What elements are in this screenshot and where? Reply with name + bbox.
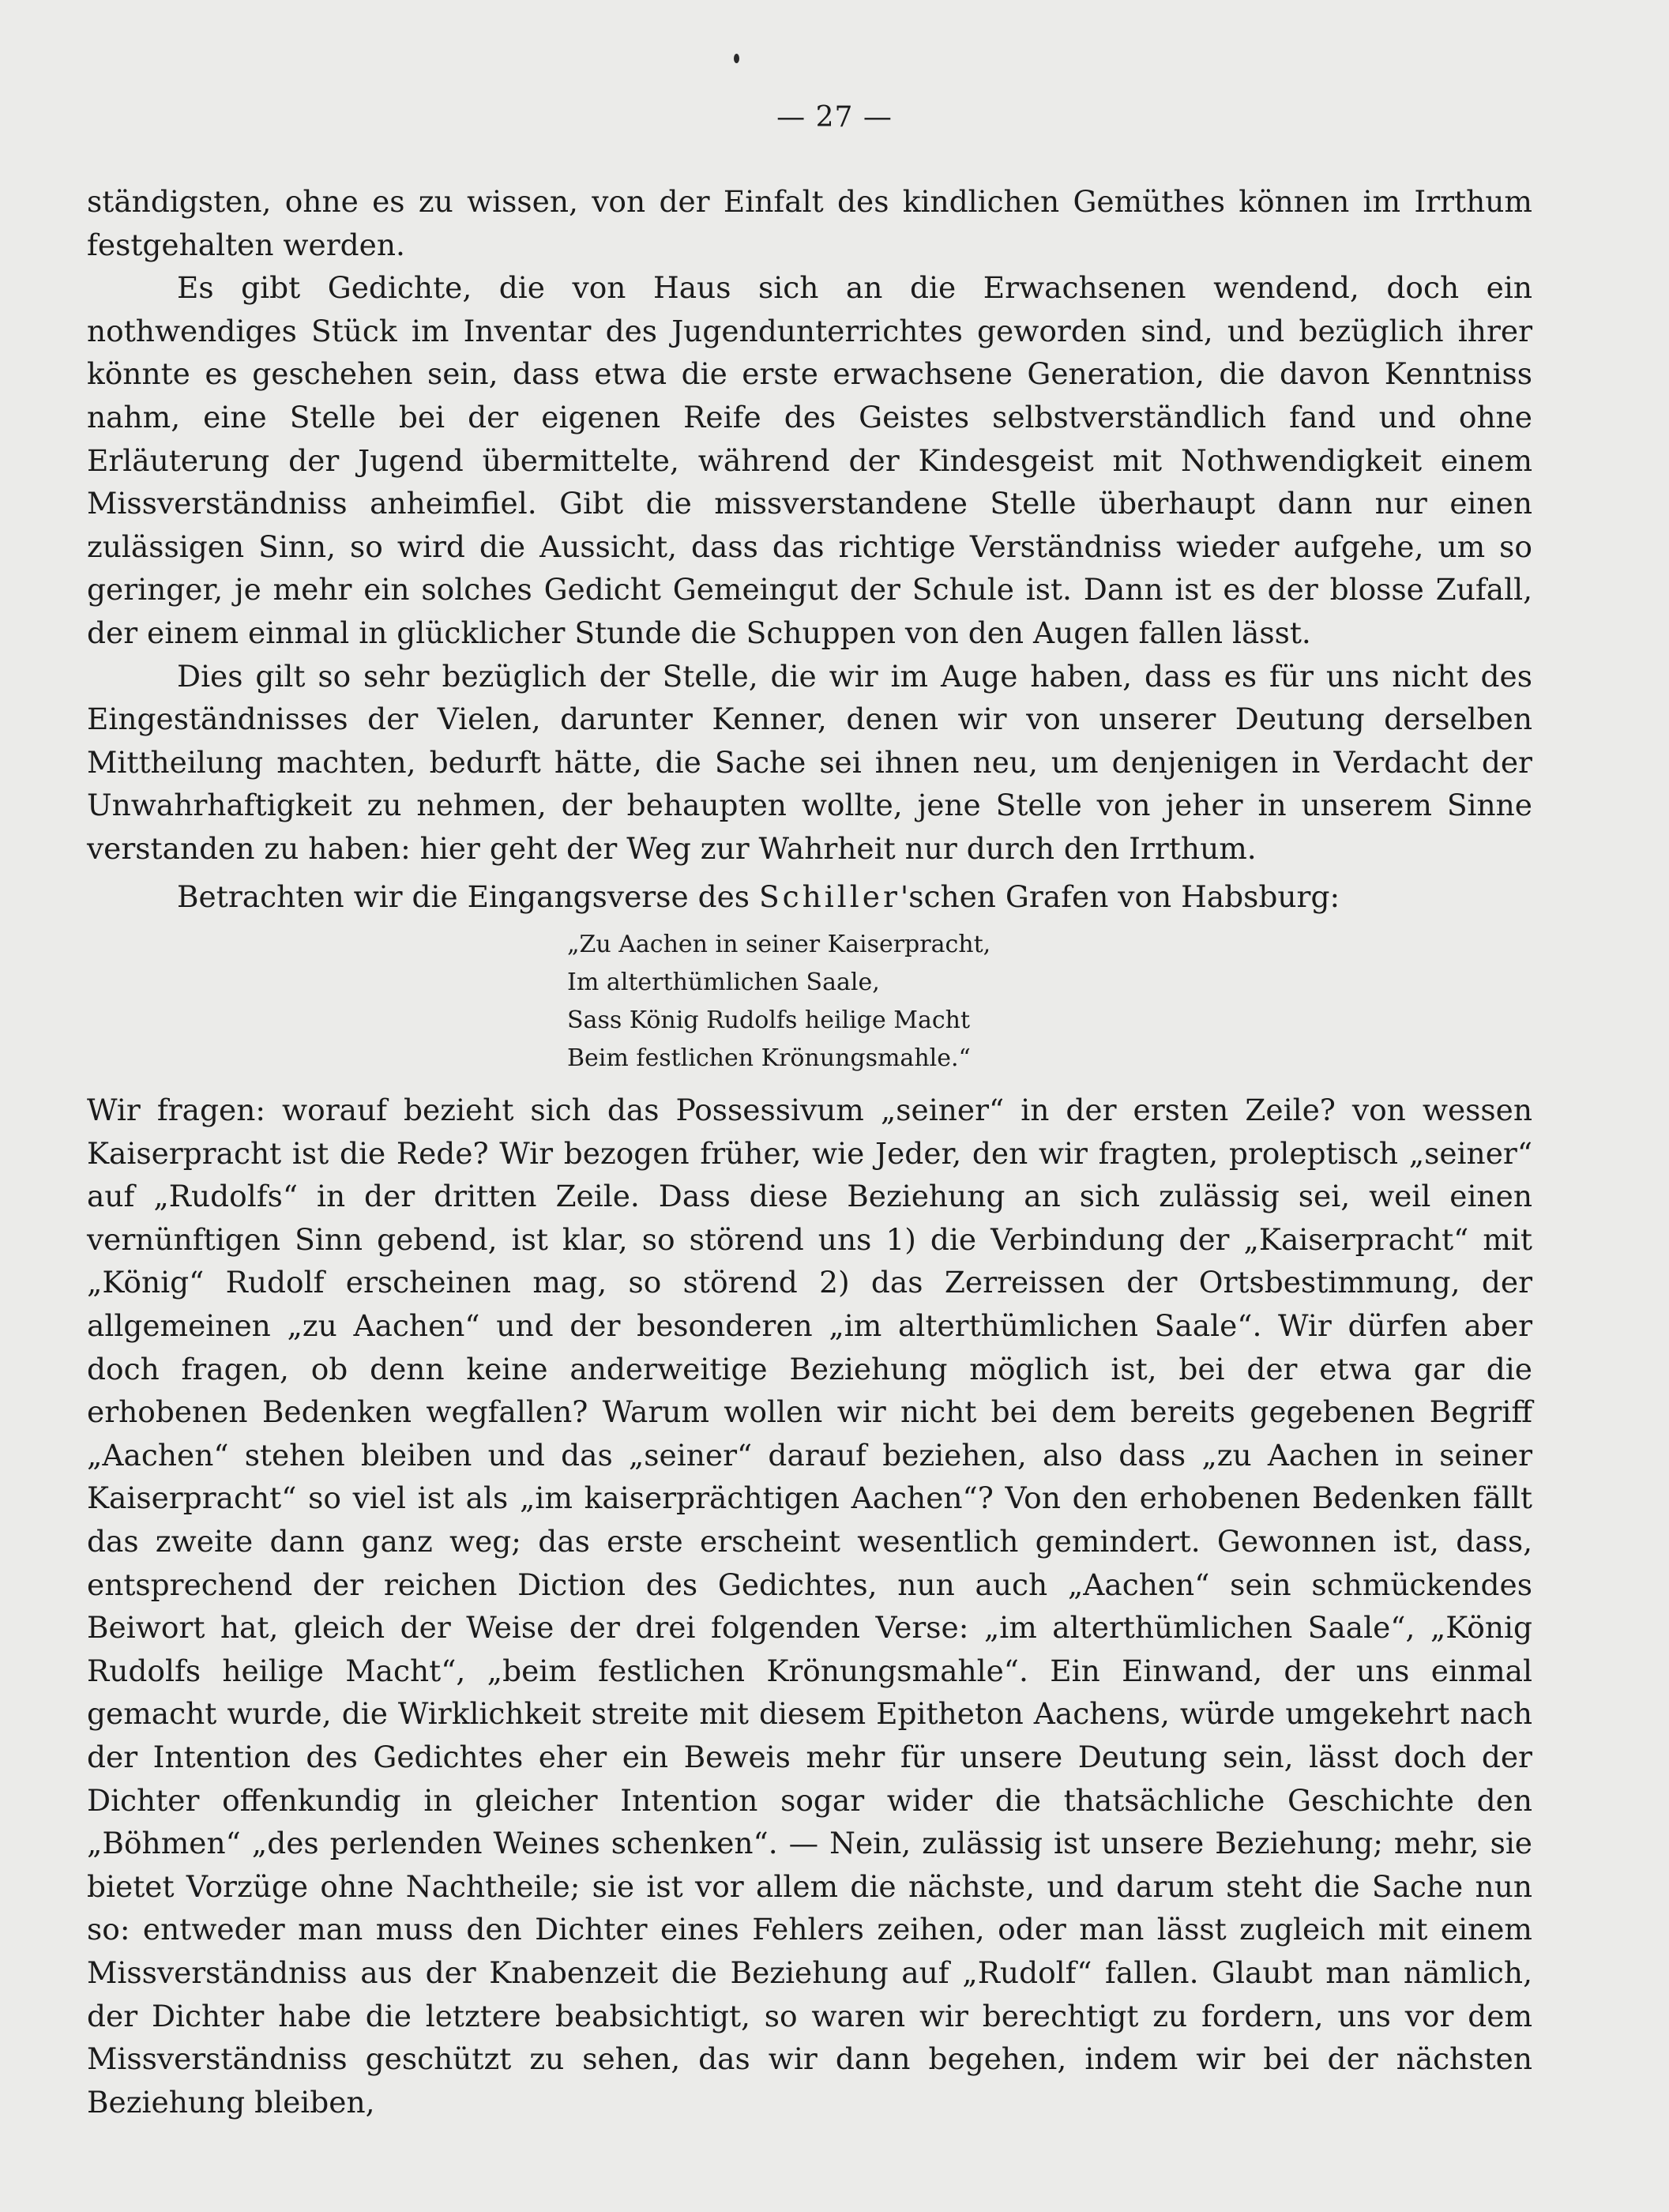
poem-line: Im alterthümlichen Saale, [567,969,880,997]
poem-line: „Zu Aachen in seiner Kaiserpracht, [567,931,991,959]
body-text [87,180,1532,2124]
ink-speck [734,54,739,63]
author-name-schiller: Schiller [758,878,900,914]
poem-line: Beim festlichen Krönungsmahle.“ [567,1044,971,1073]
paragraph-eingangsverse-after: 'schen Grafen von Habsburg: [900,878,1340,914]
paragraph-stelle: Dies gilt so sehr bezüglich der Stelle, die wir im Auge haben, dass es für uns nicht des Eingeständnisses der Vielen, darunter Kenner, denen wir von unserer Deutung derselben Mittheilung machten, bedurft hätte, die Sache sei ihnen neu, um denjenigen in Verdacht der Unwahrhaftigkeit zu nehmen, der behaupten wollte, jene Stelle von jeher in unserem Sinne verstanden zu haben: hier geht der Weg zur Wahrheit nur durch den Irrthum. [87,658,1532,866]
paragraph-continuation: ständigsten, ohne es zu wissen, von der Einfalt des kindlichen Gemüthes können im Irrthum festgehalten werden. [87,184,1532,262]
paragraph-eingangsverse-before: Betrachten wir die Eingangsverse des [177,878,759,914]
poem-quote [567,926,1532,1078]
paragraph-fragen: Wir fragen: worauf bezieht sich das Possessivum „seiner“ in der ersten Zeile? von wessen Kaiserpracht ist die Rede? Wir bezogen früher, wie Jeder, den wir fragten, proleptisch „seiner“ auf „Rudolfs“ in der dritten Zeile. Dass diese Beziehung an sich zulässig sei, weil einen vernünftigen Sinn gebend, ist klar, so störend uns 1) die Verbindung der „Kaiserpracht“ mit „König“ Rudolf erscheinen mag, so störend 2) das Zerreissen der Ortsbestimmung, der allgemeinen „zu Aachen“ und der besonderen „im alterthümlichen Saale“. Wir dürfen aber doch fragen, ob denn keine anderweitige Beziehung möglich ist, bei der etwa gar die erhobenen Bedenken wegfallen? Warum wollen wir nicht bei dem bereits gegebenen Begriff „Aachen“ stehen bleiben und das „seiner“ darauf beziehen, also dass „zu Aachen in seiner Kaiserpracht“ so viel ist als „im kaiserprächtigen Aachen“? Von den erhobenen Bedenken fällt das zweite dann ganz weg; das erste erscheint wesentlich gemindert. Gewonnen ist, dass, entsprechend der reichen Diction des Gedichtes, nun auch „Aachen“ sein schmückendes Beiwort hat, gleich der Weise der drei folgenden Verse: „im alterthümlichen Saale“, „König Rudolfs heilige Macht“, „beim festlichen Krönungsmahle“. Ein Einwand, der uns einmal gemacht wurde, die Wirklichkeit streite mit diesem Epitheton Aachens, würde umgekehrt nach der Intention des Gedichtes eher ein Beweis mehr für unsere Deutung sein, lässt doch der Dichter offenkundig in gleicher Intention sogar wider die thatsächliche Geschichte den „Böhmen“ „des perlenden Weines schenken“. — Nein, zulässig ist unsere Beziehung; mehr, sie bietet Vorzüge ohne Nachtheile; sie ist vor allem die nächste, und darum steht die Sache nun so: entweder man muss den Dichter eines Fehlers zeihen, oder man lässt zugleich mit einem Missverständniss aus der Knabenzeit die Beziehung auf „Rudolf“ fallen. Glaubt man nämlich, der Dichter habe die letztere beabsichtigt, so waren wir berechtigt zu fordern, uns vor dem Missverständniss geschützt zu sehen, das wir dann begehen, indem wir bei der nächsten Beziehung bleiben, [87,1093,1532,2120]
page-number: — 27 — [776,101,893,134]
poem-line: Sass König Rudolfs heilige Macht [567,1006,971,1035]
paragraph-eingangsverse [87,875,1532,919]
paragraph-gedichte: Es gibt Gedichte, die von Haus sich an die Erwachsenen wendend, doch ein nothwendiges Stück im Inventar des Jugendunterrichtes geworden sind, und bezüglich ihrer könnte es geschehen sein, dass etwa die erste erwachsene Generation, die davon Kenntniss nahm, eine Stelle bei der eigenen Reife des Geistes selbstverständlich fand und ohne Erläuterung der Jugend übermittelte, während der Kindesgeist mit Nothwendigkeit einem Missverständniss anheimfiel. Gibt die missverstandene Stelle überhaupt dann nur einen zulässigen Sinn, so wird die Aussicht, dass das richtige Verständniss wieder aufgehe, um so geringer, je mehr ein solches Gedicht Gemeingut der Schule ist. Dann ist es der blosse Zufall, der einem einmal in glücklicher Stunde die Schuppen von den Augen fallen lässt. [87,270,1532,650]
